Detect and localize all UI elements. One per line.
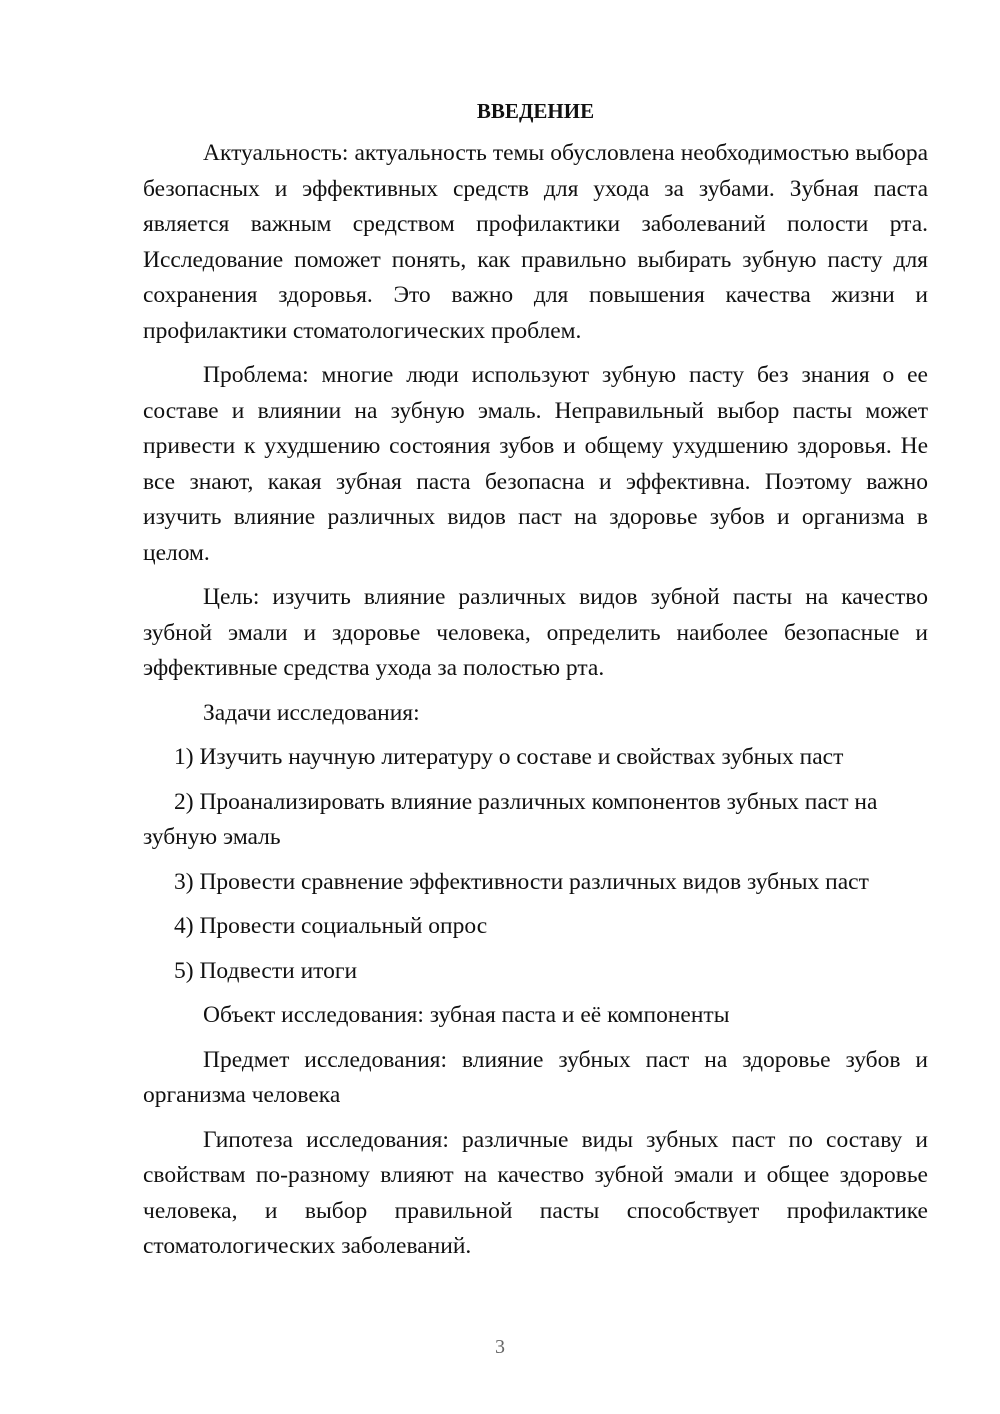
list-item: 5) Подвести итоги: [174, 957, 358, 984]
list-item: 3) Провести сравнение эффективности различных видов зубных паст: [174, 868, 869, 895]
paragraph-subject: Предмет исследования: влияние зубных паст на здоровье зубов и организма человека: [143, 1046, 928, 1108]
list-item: 1) Изучить научную литературу о составе и свойствах зубных паст: [174, 744, 844, 770]
paragraph-hypothesis: Гипотеза исследования: различные виды зубных паст по составу и свойствам по-разному влияют на качество зубной эмали и общее здоровье человека, и выбор правильной пасты способствует профилактике стоматологических заболеваний.: [143, 1126, 928, 1259]
page-number: 3: [495, 1336, 505, 1358]
paragraph-goal: Цель: изучить влияние различных видов зубной пасты на качество зубной эмали и здоровье человека, определить наиболее безопасные и эффективные средства ухода за полостью рта.: [143, 584, 928, 681]
document-page: [143, 96, 928, 1274]
section-title: ВВЕДЕНИЕ: [476, 99, 595, 123]
paragraph-problem: Проблема: многие люди используют зубную пасту без знания о ее составе и влиянии на зубную эмаль. Неправильный выбор пасты может привести к ухудшению состояния зубов и общему ухудшению здоровья. Не все знают, какая зубная паста безопасна и эффективна. Поэтому важно изучить влияние различных видов паст на здоровье зубов и организма в целом.: [143, 362, 928, 566]
list-item: 2) Проанализировать влияние различных компонентов зубных паст на зубную эмаль: [143, 788, 878, 850]
paragraph-relevance: Актуальность: актуальность темы обусловлена необходимостью выбора безопасных и эффективных средств для ухода за зубами. Зубная паста является важным средством профилактики заболеваний полости рта. Исследование поможет понять, как правильно выбирать зубную пасту для сохранения здоровья. Это важно для повышения качества жизни и профилактики стоматологических проблем.: [143, 140, 928, 344]
paragraph-object: Объект исследования: зубная паста и её компоненты: [203, 1002, 730, 1028]
tasks-heading: Задачи исследования:: [203, 699, 420, 726]
tasks-list: [143, 740, 928, 989]
list-item: 4) Провести социальный опрос: [174, 913, 488, 939]
